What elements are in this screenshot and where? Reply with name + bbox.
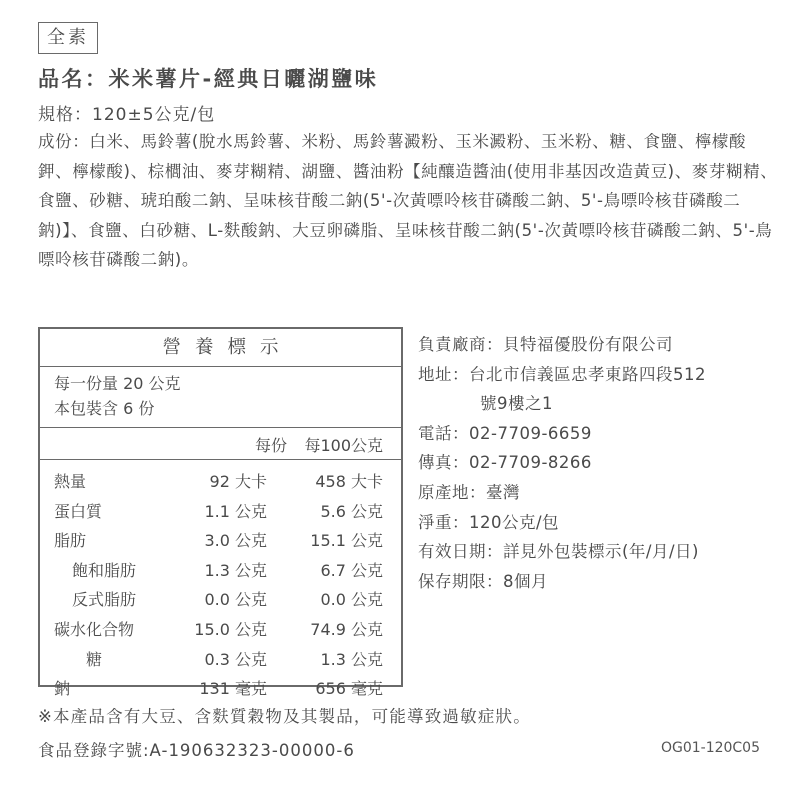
- specification: 規格：120±5公克/包: [38, 105, 216, 125]
- per-100g-value: 5.6 公克: [320, 501, 383, 521]
- ingredients: 成份：白米、馬鈴薯(脫水馬鈴薯、米粉、馬鈴薯澱粉、玉米澱粉、玉米粉、糖、食鹽、檸檬酸鉀、檸檬酸)、棕櫚油、麥芽糊精、湖鹽、醬油粉【純釀造醬油(使用非基因改造黃豆)、麥芽糊精、食鹽、砂糖、琥珀酸二鈉、呈味核苷酸二鈉(5'-次黃嘌呤核苷磷酸二鈉、5'-鳥嘌呤核苷磷酸二鈉)】、食鹽、白砂糖、L-麩酸鈉、大豆卵磷脂、呈味核苷酸二鈉(5'-次黃嘌呤核苷磷酸二鈉、5'-鳥嘌呤核苷磷酸二鈉)。: [38, 132, 778, 269]
- nutrient-name: 碳水化合物: [54, 619, 135, 639]
- column-per-serving: 每份: [254, 436, 287, 455]
- per-serving-value: 131 毫克: [199, 679, 267, 699]
- manufacturer: 負責廠商：貝特福優股份有限公司: [418, 335, 673, 354]
- nutrition-row-sugar: [40, 644, 401, 674]
- vegetarian-badge: 全素: [38, 22, 98, 54]
- product-name-label: 品名：: [38, 67, 109, 91]
- per-serving-value: 0.0 公克: [204, 590, 267, 610]
- per-100g-value: 458 大卡: [315, 472, 383, 491]
- nutrition-row-sodium: [40, 673, 401, 703]
- nutrient-name: 飽和脂肪: [72, 560, 137, 580]
- per-serving-value: 1.3 公克: [204, 560, 267, 580]
- column-per-100g: 每100公克: [304, 436, 383, 455]
- nutrient-name: 熱量: [54, 472, 87, 491]
- nutrition-row-carbohydrate: [40, 614, 401, 644]
- food-registration-number: 食品登錄字號:A-190632323-00000-6: [38, 741, 355, 760]
- address-line-1: 地址：台北市信義區忠孝東路四段512: [418, 364, 706, 384]
- address-line-2: 號9樓之1: [480, 394, 553, 414]
- per-100g-value: 0.0 公克: [320, 590, 383, 610]
- nutrient-name: 鈉: [54, 679, 71, 699]
- servings-per-pack: 本包裝含 6 份: [54, 399, 155, 418]
- per-100g-value: 15.1 公克: [310, 531, 383, 551]
- product-name: [38, 63, 378, 93]
- nutrition-rows: [40, 460, 401, 703]
- nutrition-column-header: [40, 428, 401, 460]
- nutrition-row-trans-fat: [40, 584, 401, 614]
- nutrition-row-fat: [40, 525, 401, 555]
- per-serving-value: 1.1 公克: [204, 501, 267, 521]
- nutrition-row-protein: [40, 496, 401, 526]
- per-serving-value: 15.0 公克: [194, 619, 267, 639]
- per-100g-value: 74.9 公克: [310, 619, 383, 639]
- nutrition-title: 營養標示: [40, 329, 401, 367]
- serving-info: [40, 367, 401, 428]
- nutrient-name: 反式脂肪: [72, 590, 137, 610]
- per-serving-value: 92 大卡: [209, 472, 267, 491]
- nutrient-name: 蛋白質: [54, 501, 103, 521]
- expiry-date: 有效日期：詳見外包裝標示(年/月/日): [418, 542, 699, 562]
- product-name-value: 米米薯片-經典日曬湖鹽味: [108, 67, 379, 91]
- net-weight: 淨重：120公克/包: [418, 512, 560, 532]
- product-code: OG01-120C05: [660, 740, 760, 756]
- allergen-warning: ※本產品含有大豆、含麩質穀物及其製品，可能導致過敏症狀。: [38, 707, 531, 726]
- per-serving-value: 0.3 公克: [204, 649, 267, 669]
- nutrition-row-saturated-fat: [40, 555, 401, 585]
- per-100g-value: 6.7 公克: [320, 560, 383, 580]
- per-serving-value: 3.0 公克: [204, 531, 267, 551]
- phone: 電話：02-7709-6659: [418, 423, 592, 443]
- fax: 傳真：02-7709-8266: [418, 453, 592, 473]
- nutrient-name: 脂肪: [54, 531, 87, 551]
- per-100g-value: 656 毫克: [315, 679, 383, 699]
- company-info: [418, 330, 788, 596]
- per-100g-value: 1.3 公克: [320, 649, 383, 669]
- origin: 原產地：臺灣: [418, 482, 520, 502]
- nutrient-name: 糖: [86, 649, 103, 669]
- serving-size: 每一份量 20 公克: [54, 374, 181, 393]
- nutrition-row-energy: [40, 466, 401, 496]
- shelf-life: 保存期限：8個月: [418, 571, 548, 591]
- nutrition-table: [38, 327, 403, 699]
